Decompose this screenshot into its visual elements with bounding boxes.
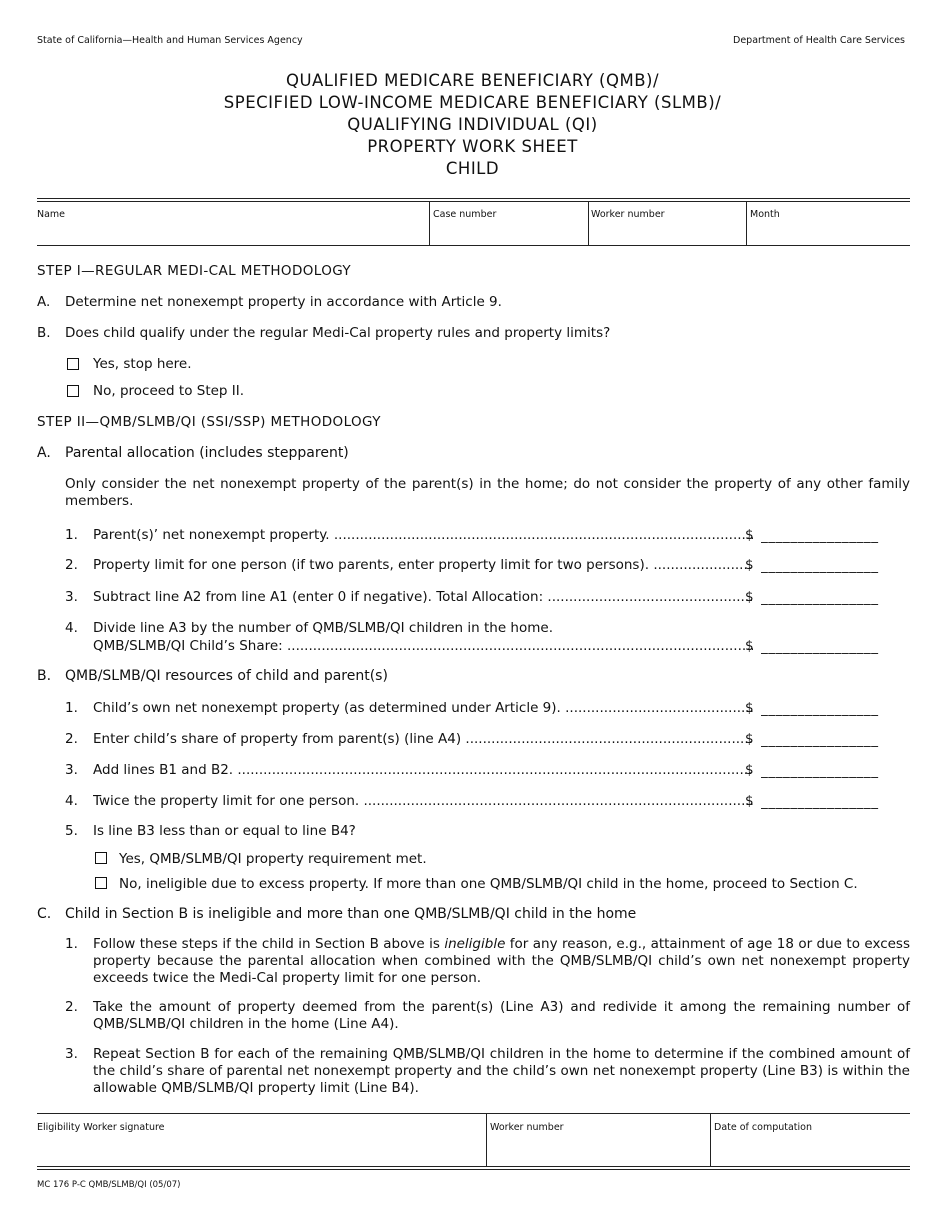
c2-number: 2. <box>65 999 78 1015</box>
a4-amount-field[interactable]: ________________ <box>761 639 879 655</box>
a4-text-line1: Divide line A3 by the number of QMB/SLMB/QI children in the home. <box>93 620 553 636</box>
c2-text: Take the amount of property deemed from the parent(s) (Line A3) and redivide it among the remaining number of QMB/SLMB/QI children in the home (Line A4). <box>93 999 910 1032</box>
b2-amount-field[interactable]: ________________ <box>761 732 879 748</box>
step1-yes-checkbox[interactable] <box>67 358 79 370</box>
step1-no-label: No, proceed to Step II. <box>93 383 245 399</box>
step2-a-intro: Only consider the net nonexempt property of the parent(s) in the home; do not consider the property of any other family members. <box>65 476 910 509</box>
step2-b-letter: B. <box>37 668 52 684</box>
bottom-worker-number-label: Worker number <box>490 1122 564 1133</box>
month-label: Month <box>750 209 780 220</box>
step2-c-heading: Child in Section B is ineligible and more than one QMB/SLMB/QI child in the home <box>65 906 637 922</box>
agency-left: State of California—Health and Human Services Agency <box>37 35 303 46</box>
b5-no-checkbox[interactable] <box>95 877 107 889</box>
a3-number: 3. <box>65 589 78 605</box>
a1-text: Parent(s)’ net nonexempt property. ..... <box>93 527 753 543</box>
divider <box>37 245 910 246</box>
b3-number: 3. <box>65 762 78 778</box>
a3-dollar: $ <box>745 589 754 605</box>
c3-text: Repeat Section B for each of the remaining QMB/SLMB/QI children in the home to determine if the combined amount of the child’s share of parental net nonexempt property and the child’s own net nonexempt property (Line B3) is within the allowable QMB/SLMB/QI property limit (Line B4). <box>93 1046 910 1096</box>
signature-label: Eligibility Worker signature <box>37 1122 165 1133</box>
a2-amount-field[interactable]: ________________ <box>761 558 879 574</box>
a4-text: QMB/SLMB/QI Child’s Share: ..... <box>93 638 753 654</box>
step1-a-letter: A. <box>37 294 51 310</box>
name-field[interactable] <box>37 202 427 244</box>
step1-b-letter: B. <box>37 325 51 341</box>
c3-number: 3. <box>65 1046 78 1062</box>
b4-text: Twice the property limit for one person. ..... <box>93 793 753 809</box>
form-id: MC 176 P-C QMB/SLMB/QI (05/07) <box>37 1180 181 1190</box>
step2-a-heading: Parental allocation (includes stepparent) <box>65 445 349 461</box>
b1-number: 1. <box>65 700 78 716</box>
step1-a-text: Determine net nonexempt property in accordance with Article 9. <box>65 294 502 310</box>
a3-amount-field[interactable]: ________________ <box>761 590 879 606</box>
step2-heading: STEP II—QMB/SLMB/QI (SSI/SSP) METHODOLOGY <box>37 414 381 430</box>
step1-heading: STEP I—REGULAR MEDI-CAL METHODOLOGY <box>37 263 352 279</box>
divider <box>37 1113 910 1114</box>
worker-number-label: Worker number <box>591 209 665 220</box>
a4-number: 4. <box>65 620 78 636</box>
a1-dollar: $ <box>745 527 754 543</box>
step2-b-heading: QMB/SLMB/QI resources of child and parent(s) <box>65 668 388 684</box>
a1-number: 1. <box>65 527 78 543</box>
step1-yes-label: Yes, stop here. <box>93 356 192 372</box>
step2-c-letter: C. <box>37 906 52 922</box>
b5-yes-label: Yes, QMB/SLMB/QI property requirement met. <box>119 851 427 867</box>
b5-yes-checkbox[interactable] <box>95 852 107 864</box>
bottom-worker-number-field[interactable] <box>490 1115 707 1165</box>
name-label: Name <box>37 209 66 220</box>
b4-amount-field[interactable]: ________________ <box>761 794 879 810</box>
a2-text: Property limit for one person (if two parents, enter property limit for two persons). ..... <box>93 557 753 573</box>
date-of-computation-label: Date of computation <box>714 1122 812 1133</box>
a2-dollar: $ <box>745 557 754 573</box>
b1-dollar: $ <box>745 700 754 716</box>
step2-a-letter: A. <box>37 445 51 461</box>
b1-amount-field[interactable]: ________________ <box>761 701 879 717</box>
month-field[interactable] <box>750 202 908 244</box>
b1-text: Child’s own net nonexempt property (as determined under Article 9). ..... <box>93 700 753 716</box>
b3-text: Add lines B1 and B2. ..... <box>93 762 753 778</box>
c1-number: 1. <box>65 936 78 952</box>
form-title-line4: PROPERTY WORK SHEET <box>367 137 578 156</box>
b2-text: Enter child’s share of property from parent(s) (line A4) ..... <box>93 731 753 747</box>
form-title-line2: SPECIFIED LOW-INCOME MEDICARE BENEFICIARY (SLMB)/ <box>223 93 722 112</box>
signature-field[interactable] <box>37 1115 483 1165</box>
a3-text: Subtract line A2 from line A1 (enter 0 if negative). Total Allocation: ..... <box>93 589 753 605</box>
b5-number: 5. <box>65 823 78 839</box>
a1-amount-field[interactable]: ________________ <box>761 528 879 544</box>
a2-number: 2. <box>65 557 78 573</box>
worker-number-field[interactable] <box>591 202 743 244</box>
b3-amount-field[interactable]: ________________ <box>761 763 879 779</box>
case-number-field[interactable] <box>433 202 585 244</box>
form-title-line5: CHILD <box>445 159 500 178</box>
c1-text: Follow these steps if the child in Section B above is ineligible for any reason, e.g., attainment of age 18 or due to excess property because the parental allocation when combined with the QMB/SLMB/QI child’s own net nonexempt property exceeds twice the Medi-Cal property limit for one person. <box>93 936 910 986</box>
b2-dollar: $ <box>745 731 754 747</box>
case-number-label: Case number <box>433 209 497 220</box>
b4-dollar: $ <box>745 793 754 809</box>
divider <box>37 198 910 199</box>
form-title-line1: QUALIFIED MEDICARE BENEFICIARY (QMB)/ <box>285 71 660 90</box>
a4-dollar: $ <box>745 638 754 654</box>
date-of-computation-field[interactable] <box>714 1115 908 1165</box>
b5-text: Is line B3 less than or equal to line B4? <box>93 823 356 839</box>
divider <box>37 1166 910 1167</box>
divider <box>37 1169 910 1170</box>
b3-dollar: $ <box>745 762 754 778</box>
c1-emphasis: ineligible <box>444 936 506 952</box>
agency-right: Department of Health Care Services <box>733 35 905 46</box>
step1-b-text: Does child qualify under the regular Medi-Cal property rules and property limits? <box>65 325 611 341</box>
form-title-line3: QUALIFYING INDIVIDUAL (QI) <box>347 115 598 134</box>
step1-no-checkbox[interactable] <box>67 385 79 397</box>
b5-no-label: No, ineligible due to excess property. If more than one QMB/SLMB/QI child in the home, proceed to Section C. <box>119 876 858 892</box>
b4-number: 4. <box>65 793 78 809</box>
b2-number: 2. <box>65 731 78 747</box>
